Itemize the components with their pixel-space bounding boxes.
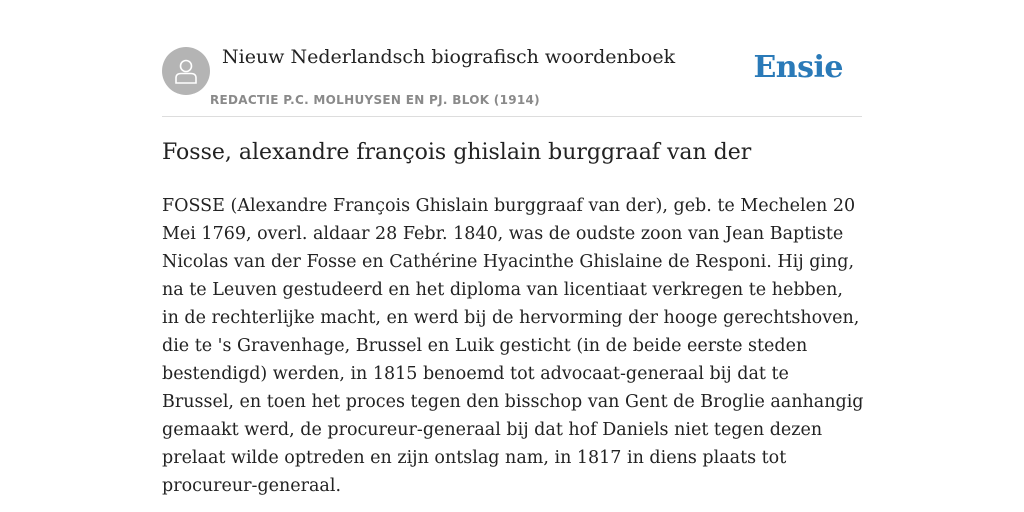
user-outline-icon xyxy=(171,56,201,86)
entry-title: Fosse, alexandre françois ghislain burggraaf van der xyxy=(162,140,752,165)
ensie-logo-link[interactable]: Ensie xyxy=(753,50,843,85)
entry-body: FOSSE (Alexandre François Ghislain burggraaf van der), geb. te Mechelen 20 Mei 1769, overl. aldaar 28 Febr. 1840, was de oudste zoon van Jean Baptiste Nicolas van der Fosse en Cathérine Hyacinthe Ghislaine de Responi. Hij ging, na te Leuven gestudeerd en het diploma van licentiaat verkregen te hebben, in de rechterlijke macht, en werd bij de hervorming der hooge gerechtshoven, die te 's Gravenhage, Brussel en Luik gesticht (in de beide eerste steden bestendigd) werden, in 1815 benoemd tot advocaat-generaal bij dat te Brussel, en toen het proces tegen den bisschop van Gent de Broglie aanhangig gemaakt werd, de procureur-generaal bij dat hof Daniels niet tegen dezen prelaat wilde optreden en zijn ontslag nam, in 1817 in diens plaats tot procureur-generaal. xyxy=(162,196,864,496)
source-title[interactable]: Nieuw Nederlandsch biografisch woordenboek xyxy=(222,46,676,68)
user-placeholder-icon[interactable] xyxy=(162,47,210,95)
source-editors: REDACTIE P.C. MOLHUYSEN EN PJ. BLOK (1914) xyxy=(210,93,540,107)
source-header xyxy=(162,46,862,117)
